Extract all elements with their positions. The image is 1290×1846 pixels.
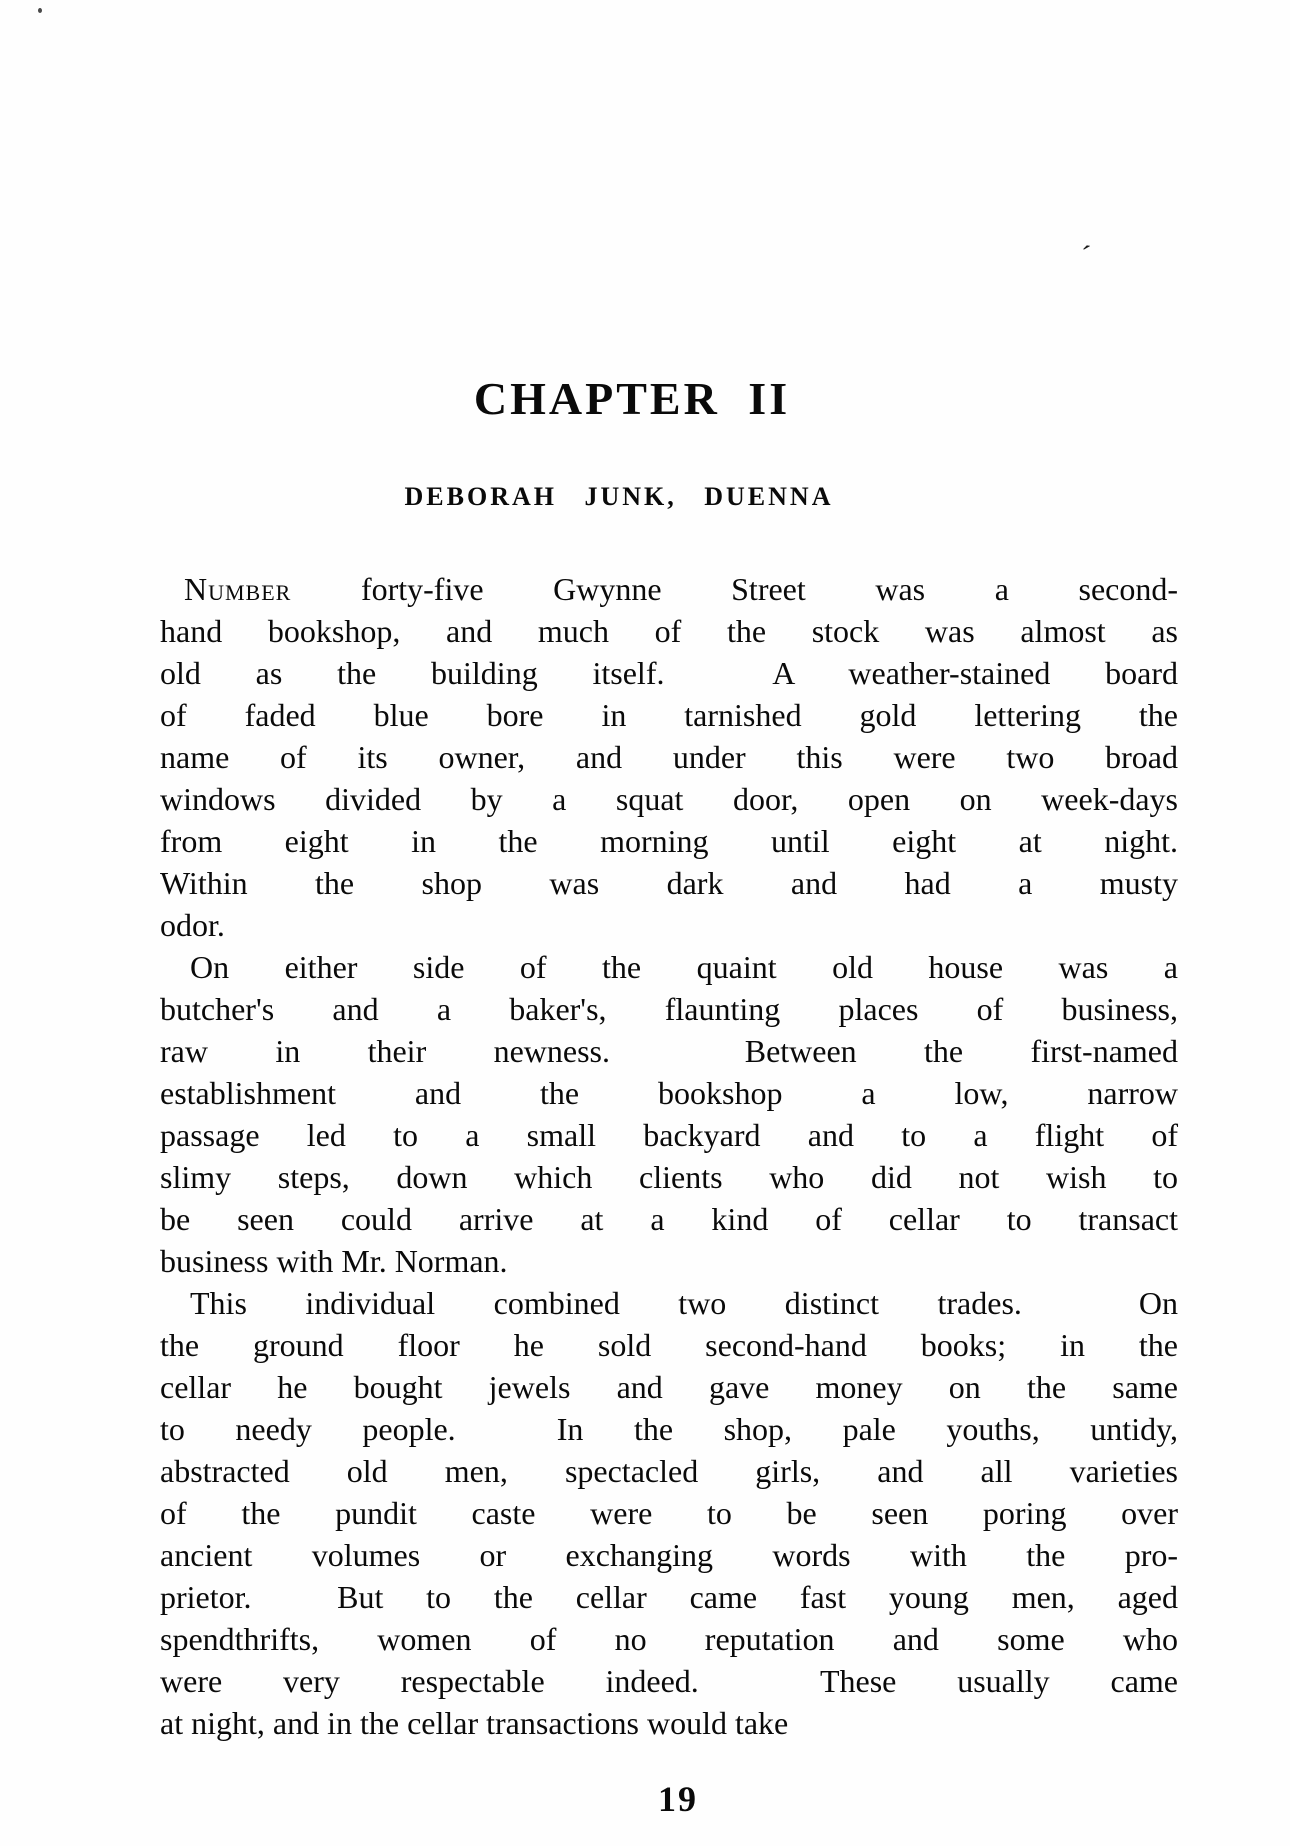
paragraph <box>160 568 1178 946</box>
text-line: ancient volumes or exchanging words with the pro- <box>160 1537 1178 1573</box>
chapter-subtitle: DEBORAH JUNK, DUENNA <box>404 482 834 511</box>
text-line: from eight in the morning until eight at night. <box>160 823 1178 859</box>
text-line: of faded blue bore in tarnished gold lettering the <box>160 697 1178 733</box>
body-text <box>160 568 1178 1744</box>
text-line: name of its owner, and under this were two broad <box>160 739 1178 775</box>
text-line: Within the shop was dark and had a musty <box>160 865 1178 901</box>
text-line: cellar he bought jewels and gave money on the same <box>160 1369 1178 1405</box>
stray-mark-artifact: ´ <box>1077 239 1093 274</box>
text-line: abstracted old men, spectacled girls, and all varieties <box>160 1453 1178 1489</box>
chapter-heading: CHAPTER II <box>473 373 791 424</box>
paragraph <box>160 1282 1178 1744</box>
text-line: establishment and the bookshop a low, narrow <box>160 1075 1178 1111</box>
text-line: Number forty-five Gwynne Street was a second- <box>184 571 1178 607</box>
text-line: to needy people. In the shop, pale youths, untidy, <box>160 1411 1178 1447</box>
text-line: at night, and in the cellar transactions would take <box>160 1705 789 1741</box>
speck-artifact <box>38 8 42 13</box>
page-number: 19 <box>658 1779 698 1819</box>
text-line: On either side of the quaint old house was a <box>190 949 1178 985</box>
text-line: hand bookshop, and much of the stock was almost as <box>160 613 1178 649</box>
text-line: odor. <box>160 907 225 943</box>
text-line: old as the building itself. A weather-stained board <box>160 655 1178 691</box>
text-line: be seen could arrive at a kind of cellar to transact <box>160 1201 1178 1237</box>
paragraph <box>160 946 1178 1282</box>
text-line: business with Mr. Norman. <box>160 1243 508 1279</box>
text-line: prietor. But to the cellar came fast young men, aged <box>160 1579 1178 1615</box>
text-line: slimy steps, down which clients who did not wish to <box>160 1159 1178 1195</box>
text-line: were very respectable indeed. These usually came <box>160 1663 1178 1699</box>
text-line: of the pundit caste were to be seen poring over <box>160 1495 1178 1531</box>
text-line: raw in their newness. Between the first-named <box>160 1033 1178 1069</box>
text-line: This individual combined two distinct trades. On <box>190 1285 1178 1321</box>
smallcaps-lead: Number <box>184 571 292 607</box>
text-line: passage led to a small backyard and to a flight of <box>160 1117 1178 1153</box>
text-line: windows divided by a squat door, open on week-days <box>160 781 1178 817</box>
text-line: the ground floor he sold second-hand books; in the <box>160 1327 1178 1363</box>
text-line: butcher's and a baker's, flaunting places of business, <box>160 991 1178 1027</box>
text-line: spendthrifts, women of no reputation and some who <box>160 1621 1178 1657</box>
